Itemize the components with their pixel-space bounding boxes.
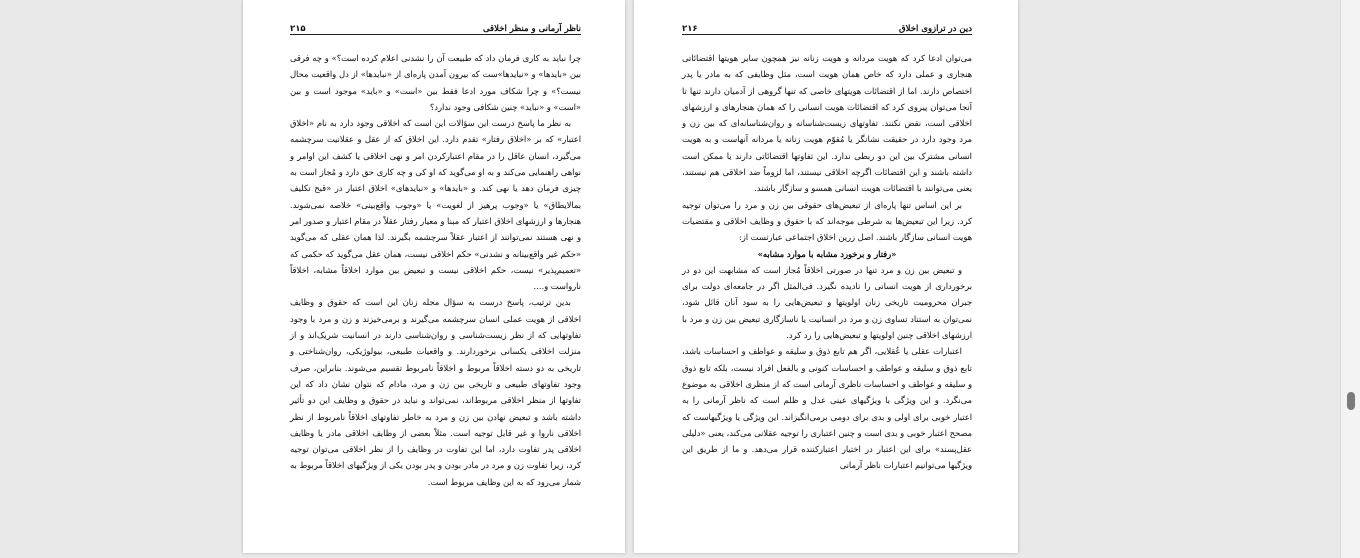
running-title: ناظر آرمانی و منظر اخلاقی xyxy=(482,24,581,34)
paragraph: و تبعیض بین زن و مرد تنها در صورتی اخلاقاً مُجاز است که مشابهت این دو در برخورداری از هویت انسانی را نادیده نگیرد. فی‌المثل اگر در جامعه‌ای دولت برای جبران محرومیت تاریخی زنان اولویتها و تبعیض‌هایی را به سود آنان قائل شود، نمی‌توان به استناد تساوی زن و مرد در انسانیت یا ناسازگاری تبعیض بین زن و مرد با ارزشهای اخلاقی چنین اولویتها و تبعیض‌هایی را رد کرد. xyxy=(682,264,972,341)
page-number: ۲۱۶ xyxy=(682,24,698,34)
paragraph: چرا نباید به کاری فرمان داد که طبیعت آن را نشدنی اعلام کرده است؟» و چه فرقی بین «بایدها» و «نبایدها»ست که بیرون آمدن پاره‌ای از «نبایدها» از دل واقعیت محال نیست؟» و چرا شکاف مورد ادعا فقط بین «است» و «باید» موجود است و بین «است» و «نباید» چنین شکافی وجود ندارد؟ xyxy=(290,53,581,112)
paragraph: اعتبارات عقلی یا عُقلایی، اگر هم تابع ذوق و سلیقه و عواطف و احساسات باشد، تابع ذوق و سلیقه و عواطف و احساسات کنونی و بالفعل افراد نیست، بلکه تابع ذوق و سلیقه و عواطف و احساسات ناظری آرمانی است که از منظری اخلاقی به موضوع می‌نگرد. و این ویژگی با ویژگیهای عینی عدل و ظلم است که ناظر آرمانی را به اعتبار خوبی برای اولی و بدی برای دومی برمی‌انگیزاند. این ویژگی یا ویژگیهاست که مصحح اعتبار خوبی و بدی است و چنین اعتباری را توجیه عقلانی می‌کند، یعنی «دلیلی عقل‌پسند» برای این اعتبار در اختیار اعتبارکننده قرار می‌دهد. و ما از طریق این ویژگیها می‌توانیم اعتبارات ناظر آرمانی xyxy=(682,346,972,471)
paragraph: بدین ترتیب، پاسخ درست به سؤال مجله زنان این است که حقوق و وظایف اخلاقی از هویت عملی انسان سرچشمه می‌گیرند و برمی‌خیزند و زن و مرد با وجود تفاوتهایی که از نظر زیست‌شناسی و روان‌شناسی دارند در انسانیت شریک‌اند و از منزلت اخلاقی یکسانی برخوردارند. و واقعیات طبیعی، بیولوژیکی، روان‌شناختی و تاریخی به دو دسته اخلاقاً مربوط و اخلاقاً نامربوط تقسیم می‌شوند. بنابراین، صرف وجود تفاوتهای طبیعی و تاریخی بین زن و مرد، مادام که نتوان نشان داد که این تفاوتها از منظر اخلاقی مربوط‌اند، نمی‌تواند و نباید در حقوق و وظایف این دو تأثیر داشته باشد و تبعیض نهادن بین زن و مرد به خاطر تفاوتهای اخلاقاً نامربوط از نظر اخلاقی ناروا و غیر قابل توجیه است. مثلاً بعضی از وظایف اخلاقی مادر یا وظایف اخلاقی پدر تفاوت دارد، اما این تفاوت در وظایف را از نظر اخلاقی می‌توان توجیه کرد، زیرا تفاوت زن و مرد در مادر بودن و پدر بودن یکی از ویژگیهای اخلاقاً مربوط به شمار می‌رود که به این وظایف مربوط است. xyxy=(290,297,581,487)
page-number: ۲۱۵ xyxy=(290,24,306,34)
page-header xyxy=(290,22,581,35)
paragraph: به نظر ما پاسخ درست این سؤالات این است که اخلاقی وجود دارد به نام «اخلاق اعتبار» که بر «اخلاق رفتار» تقدم دارد. این اخلاق که از عقل و عقلانیت سرچشمه می‌گیرد، انسان عاقل را در مقام اعتبارکردن امر و نهی اخلاقی یا کشف این اوامر و نواهی راهنمایی می‌کند و به او می‌گوید که او کی و چه کاری حق دارد و مُجاز است به چیزی فرمان دهد یا نهی کند. و «بایدها» و «نبایدهای» اخلاق اعتبار در «قبح تکلیف بمالایطاق» یا «وجوب پرهیز از لغویت» یا «وجوب واقع‌بینی» خلاصه نمی‌شوند. هنجارها و ارزشهای اخلاق اعتبار که مبنا و معیار رفتار عقلاً در مقام اعتبار و صدور امر و نهی هستند نمی‌توانند از اعتبار عقلاً سرچشمه بگیرند. لذا همان عقلی که می‌گوید «حکم غیر واقع‌بینانه و نشدنی» حکم اخلاقی نیست، همان عقل می‌گوید که حکمی که «تعمیم‌پذیر» نیست، حکم اخلاقی نیست و تبعیض بین موارد اخلاقاً مشابه، اخلاقاً نارواست و.... xyxy=(290,118,581,292)
scrollbar-thumb[interactable] xyxy=(1347,392,1355,410)
page-body xyxy=(682,50,972,474)
page-215 xyxy=(243,0,625,553)
vertical-scrollbar[interactable] xyxy=(1340,0,1360,558)
page-216 xyxy=(634,0,1018,553)
page-body xyxy=(290,50,581,490)
paragraph: بر این اساس تنها پاره‌ای از تبعیض‌های حقوقی بین زن و مرد را می‌توان توجیه کرد. زیرا این تبعیض‌ها به شرطی موجه‌اند که با حقوق و وظایف اخلاقی و مقتضیات هویت انسانی سازگار باشند. اصل زرین اخلاق اجتماعی عبارتست از: xyxy=(682,199,972,243)
page-header xyxy=(682,22,972,35)
section-heading: «رفتار و برخورد مشابه با موارد مشابه» xyxy=(757,248,897,259)
running-title: دین در ترازوی اخلاق xyxy=(899,24,972,34)
paragraph: می‌توان ادعا کرد که هویت مردانه و هویت زنانه نیز همچون سایر هویتها اقتضائاتی هنجاری و عملی دارد که خاص همان هویت است، مثل وظایفی که به مادر یا پدر اختصاص دارند. اما از اقتضائات هویتهای خاصی که تنها گروهی از آدمیان دارند تنها تا آنجا می‌توان پیروی کرد که اقتضائات هویت انسانی را که همان هنجارهای و ارزشهای اخلاقی است، نقض نکنند. تفاوتهای زیست‌شناسانه و روان‌شناسانه‌ای که بین زن و مرد وجود دارد در حقیقت نشانگر یا مُقوّم هویت زنانه یا مردانه آنهاست و به هویت انسانی مشترک بین این دو ربطی ندارد. این تفاوتها اقتضائاتی دارند یا ممکن است داشته باشند و این اقتضائات اگرچه اخلاقی نیستند، اما لزوماً ضد اخلاقی هم نیستند، یعنی می‌توانند با اقتضائات هویت انسانی همسو و سازگار باشند. xyxy=(682,53,972,194)
